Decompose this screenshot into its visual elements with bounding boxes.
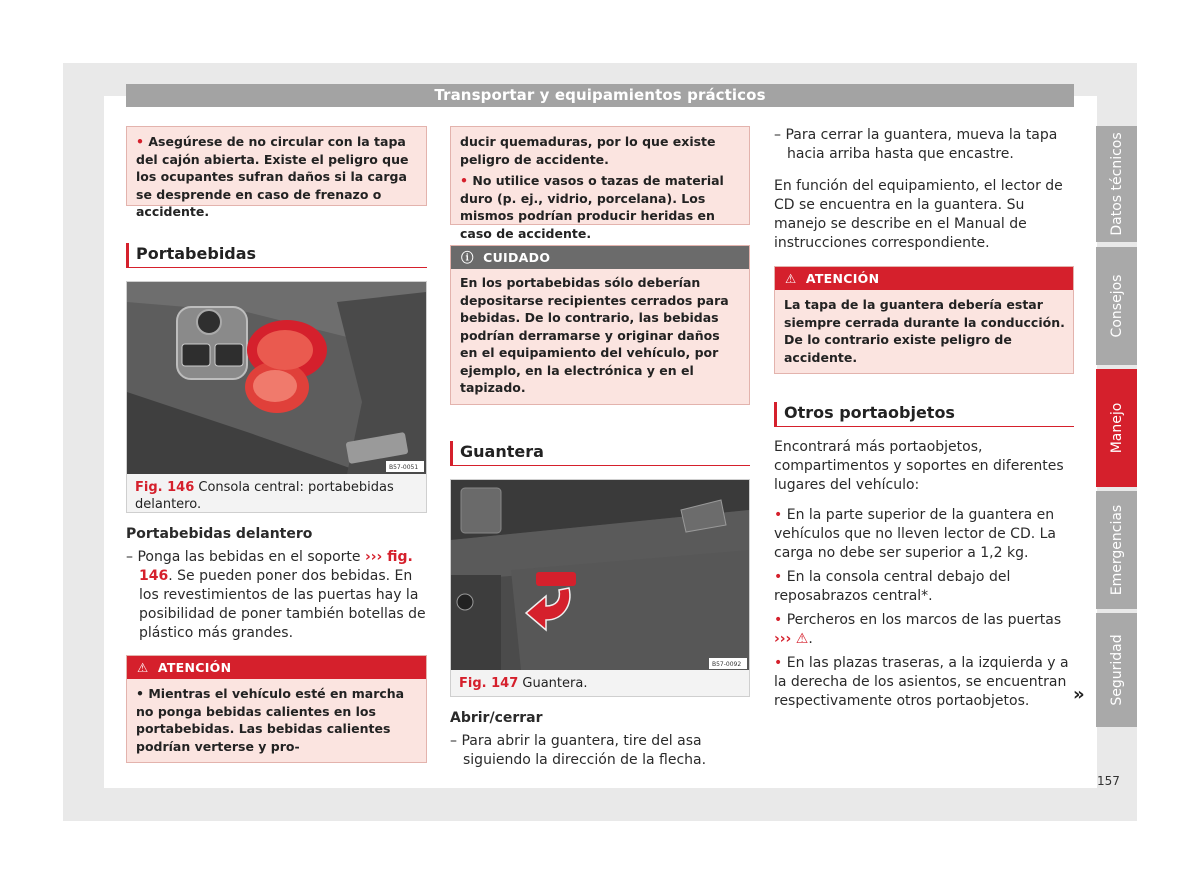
atencion-header: ⚠ ATENCIÓN	[127, 656, 426, 679]
warning-triangle-icon: ⚠	[785, 271, 797, 286]
section-title-otros-portaobjetos: Otros portaobjetos	[774, 402, 1074, 426]
svg-text:B57-0092: B57-0092	[712, 660, 742, 668]
section-rule	[774, 426, 1074, 427]
bullet-icon: •	[774, 612, 783, 628]
tab-manejo[interactable]: Manejo	[1096, 369, 1137, 487]
warning-reference-link[interactable]: ›››	[774, 631, 792, 647]
list-item: • En la parte superior de la guantera en vehículos que no lleven lector de CD. La carga no debe ser superior a 1,2 kg.	[774, 507, 1057, 561]
cupholder-illustration	[127, 282, 426, 474]
tab-seguridad[interactable]: Seguridad	[1096, 613, 1137, 727]
section-rule	[450, 465, 750, 466]
svg-text:B57-0051: B57-0051	[389, 464, 419, 471]
figure-caption: Fig. 147 Guantera.	[459, 675, 588, 691]
figure-caption: Fig. 146 Consola central: portabebidas delantero.	[135, 480, 394, 512]
tab-consejos[interactable]: Consejos	[1096, 247, 1137, 365]
atencion-header: ⚠ ATENCIÓN	[775, 267, 1073, 290]
warning-triangle-icon: ⚠	[137, 660, 149, 675]
bullet-icon: •	[460, 173, 468, 188]
bullet-icon: •	[136, 686, 144, 701]
list-item: • En la consola central debajo del reposabrazos central*.	[774, 569, 1011, 604]
section-title-portabebidas: Portabebidas	[126, 243, 427, 267]
paragraph-cd: En función del equipamiento, el lector de CD se encuentra en la guantera. Su manejo se describe en el Manual de instrucciones correspondiente.	[774, 178, 1063, 251]
atencion-box-continued: ducir quemaduras, por lo que existe peligro de accidente. • No utilice vasos o tazas de material duro (p. ej., vidrio, porcelana). Los mismos podrían producir heridas en caso de accidente.	[450, 126, 750, 225]
tab-datos-tecnicos[interactable]: Datos técnicos	[1096, 126, 1137, 242]
info-circle-icon: ⓘ	[461, 250, 474, 265]
atencion-box: ⚠ ATENCIÓN La tapa de la guantera debería estar siempre cerrada durante la conducción. De lo contrario existe peligro de accidente.	[774, 266, 1074, 374]
glovebox-illustration	[451, 480, 749, 670]
column-1	[126, 126, 427, 763]
chapter-header: Transportar y equipamientos prácticos	[126, 84, 1074, 107]
list-item: • Percheros en los marcos de las puertas ››› ⚠.	[774, 612, 1062, 647]
atencion-box: ⚠ ATENCIÓN • Mientras el vehículo esté en marcha no ponga bebidas calientes en los portabebidas. Las bebidas calientes podrían verterse y pro-	[126, 655, 427, 763]
cuidado-box: ⓘ CUIDADO En los portabebidas sólo deberían depositarse recipientes cerrados para bebidas. De lo contrario, las bebidas podrían derramarse y originar daños en el equipamiento del vehículo, por ejemplo, en la electrónica y en el tapizado.	[450, 245, 750, 405]
figure-146	[126, 281, 427, 513]
bullet-icon: •	[774, 655, 783, 671]
continue-mark: »	[1073, 684, 1085, 705]
warning-box-continued: • Asegúrese de no circular con la tapa del cajón abierta. Existe el peligro que los ocupantes sufran daños si la carga se desprende en caso de frenazo o accidente.	[126, 126, 427, 206]
page-number: 157	[1097, 774, 1120, 788]
warning-triangle-icon: ⚠	[795, 631, 809, 647]
tab-emergencias[interactable]: Emergencias	[1096, 491, 1137, 609]
instruction-step: – Para cerrar la guantera, mueva la tapa hacia arriba hasta que encastre.	[774, 127, 1058, 162]
list-item: • En las plazas traseras, a la izquierda y a la derecha de los asientos, se encuentran respectivamente otros portaobjetos.	[774, 655, 1069, 709]
section-rule	[126, 267, 427, 268]
instruction-step: – Para abrir la guantera, tire del asa siguiendo la dirección de la flecha.	[450, 732, 707, 768]
bullet-icon: •	[136, 134, 144, 149]
column-3	[774, 126, 1074, 711]
column-2	[450, 126, 750, 770]
section-title-guantera: Guantera	[450, 441, 750, 465]
figure-147	[450, 479, 750, 697]
subheading-abrir-cerrar: Abrir/cerrar	[450, 709, 543, 726]
cuidado-header: ⓘ CUIDADO	[451, 246, 749, 269]
figure-reference-link[interactable]: ››› fig. 146	[139, 549, 413, 584]
bullet-icon: •	[774, 569, 783, 585]
instruction-step: – Ponga las bebidas en el soporte ››› fig. 146. Se pueden poner dos bebidas. En los revestimientos de las puertas hay la posibilidad de poner también botellas de plástico más grandes.	[126, 549, 426, 641]
bullet-icon: •	[774, 507, 783, 523]
intro-paragraph: Encontrará más portaobjetos, compartimentos y soportes en diferentes lugares del vehículo:	[774, 439, 1064, 493]
subheading-portabebidas-delantero: Portabebidas delantero	[126, 526, 313, 542]
